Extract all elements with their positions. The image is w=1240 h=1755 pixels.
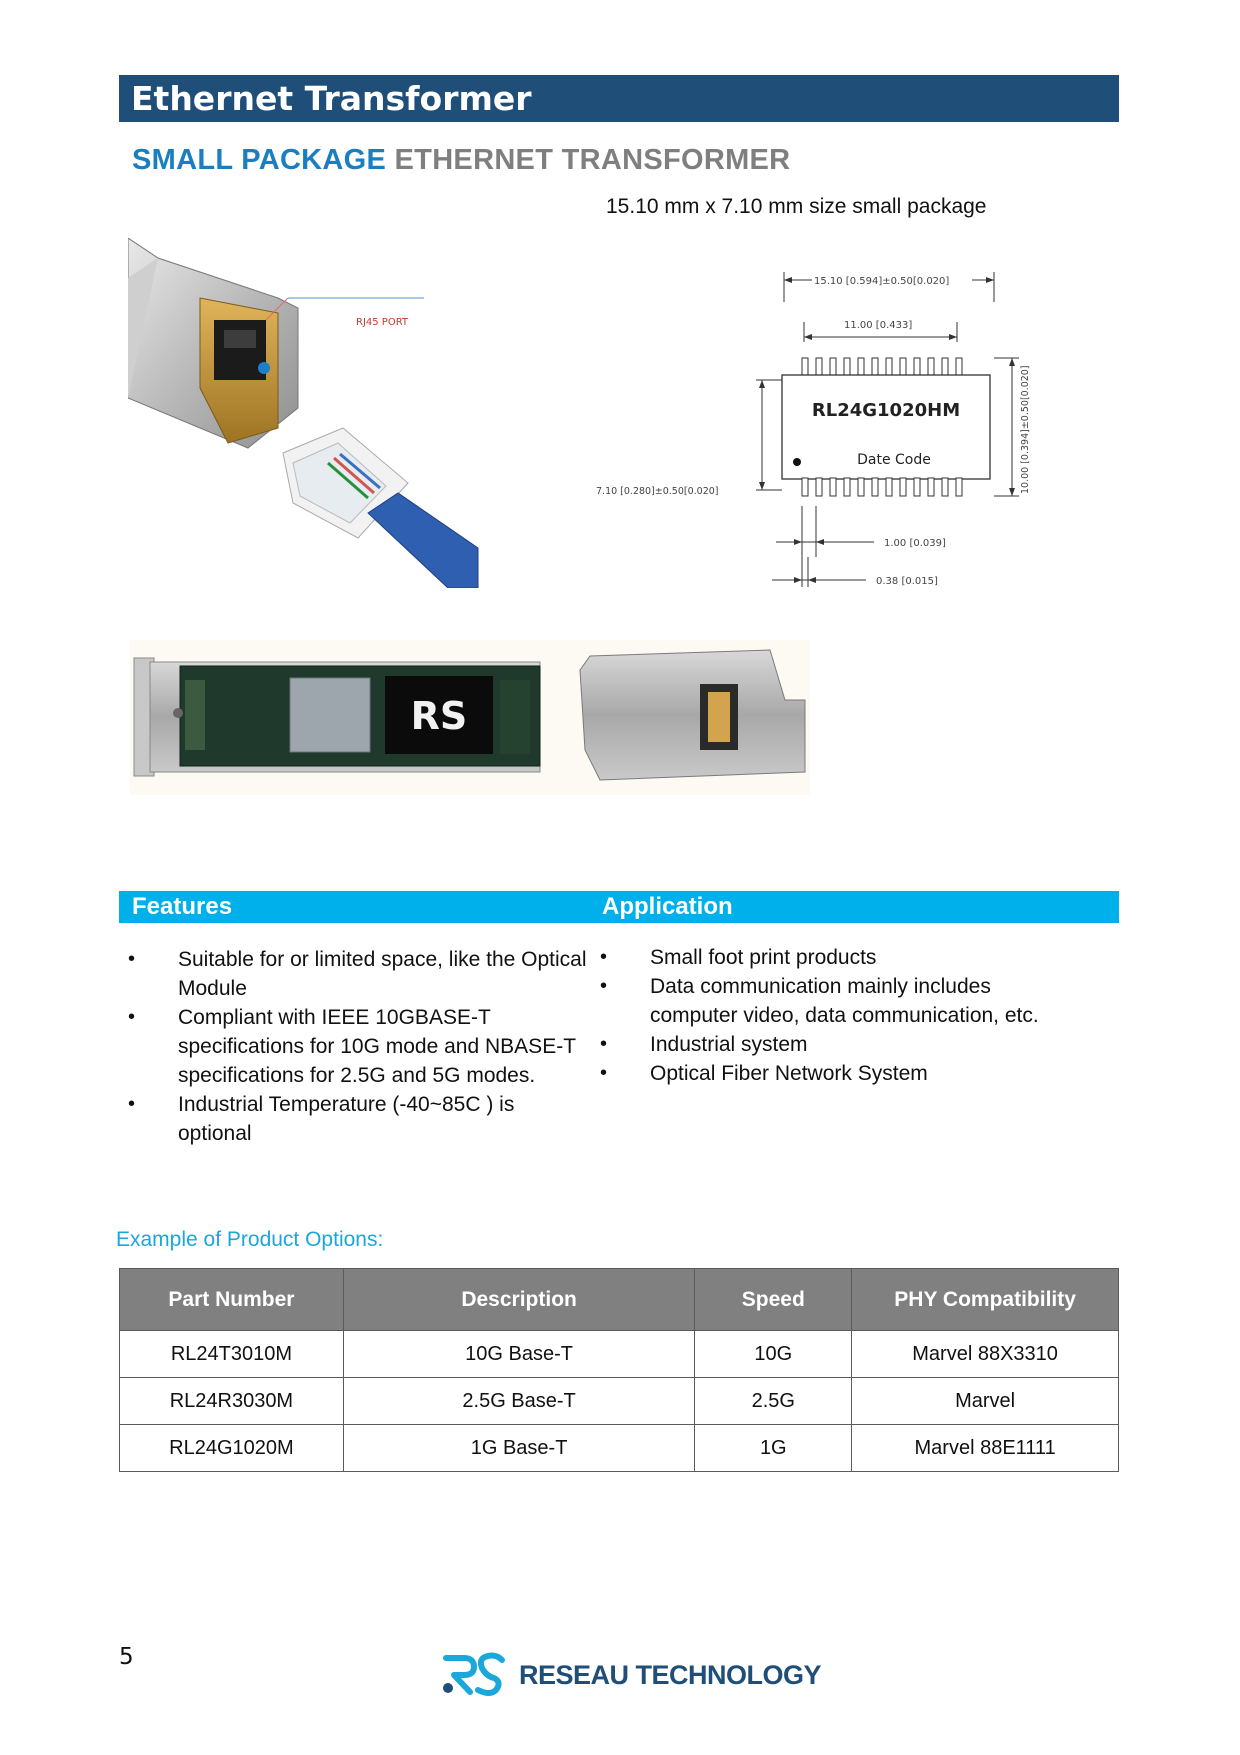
section-subtitle bbox=[132, 144, 790, 177]
application-item: • Industrial system bbox=[600, 1030, 1080, 1059]
table-cell: 1G bbox=[695, 1425, 852, 1472]
page-title: Ethernet Transformer bbox=[119, 75, 1119, 122]
dim-height: 10.00 [0.394]±0.50[0.020] bbox=[1020, 365, 1031, 494]
rj45-module-photo bbox=[128, 238, 484, 588]
size-caption: 15.10 mm x 7.10 mm size small package bbox=[606, 195, 987, 218]
table-row bbox=[120, 1378, 1119, 1425]
dim-length: 15.10 [0.594]±0.50[0.020] bbox=[814, 276, 950, 287]
table-cell: Marvel bbox=[852, 1378, 1119, 1425]
rj45-callout: RJ45 PORT bbox=[356, 317, 409, 328]
features-list bbox=[128, 945, 588, 1148]
page-number: 5 bbox=[119, 1644, 134, 1670]
features-heading: Features bbox=[119, 891, 589, 923]
subtitle-accent: SMALL PACKAGE bbox=[132, 144, 387, 176]
dim-width: 7.10 [0.280]±0.50[0.020] bbox=[596, 486, 719, 497]
table-cell: 2.5G Base-T bbox=[343, 1378, 695, 1425]
svg-text:RS: RS bbox=[410, 694, 468, 738]
subtitle-rest: ETHERNET TRANSFORMER bbox=[394, 144, 791, 176]
table-header-row bbox=[120, 1269, 1119, 1331]
feature-item: • Suitable for or limited space, like the Optical Module bbox=[128, 945, 588, 1003]
column-header: Description bbox=[343, 1269, 695, 1331]
dim-pitch-span: 11.00 [0.433] bbox=[844, 320, 913, 331]
dim-pin-pitch: 1.00 [0.039] bbox=[884, 538, 946, 549]
application-item: • Small foot print products bbox=[600, 943, 1080, 972]
application-item: • Optical Fiber Network System bbox=[600, 1059, 1080, 1088]
product-options-table bbox=[119, 1268, 1119, 1472]
feature-item: • Compliant with IEEE 10GBASE-T specifications for 10G mode and NBASE-T specifications for 2.5G and 5G modes. bbox=[128, 1003, 588, 1090]
column-header: Speed bbox=[695, 1269, 852, 1331]
table-cell: 1G Base-T bbox=[343, 1425, 695, 1472]
column-header: Part Number bbox=[120, 1269, 344, 1331]
drawing-date-code: Date Code bbox=[857, 452, 931, 468]
module-pcb-photo bbox=[130, 640, 810, 795]
company-logo-icon bbox=[440, 1648, 506, 1696]
package-dimension-drawing bbox=[594, 262, 1054, 602]
company-name: RESEAU TECHNOLOGY bbox=[519, 1660, 822, 1690]
table-cell: RL24G1020M bbox=[120, 1425, 344, 1472]
table-cell: 10G bbox=[695, 1331, 852, 1378]
table-cell: 2.5G bbox=[695, 1378, 852, 1425]
product-options-heading: Example of Product Options: bbox=[116, 1228, 384, 1251]
feature-item: • Industrial Temperature (-40~85C ) is optional bbox=[128, 1090, 588, 1148]
drawing-part-label: RL24G1020HM bbox=[811, 400, 961, 421]
column-header: PHY Compatibility bbox=[852, 1269, 1119, 1331]
table-row bbox=[120, 1425, 1119, 1472]
table-cell: 10G Base-T bbox=[343, 1331, 695, 1378]
application-item: • Data communication mainly includes computer video, data communication, etc. bbox=[600, 972, 1080, 1030]
dim-pin-width: 0.38 [0.015] bbox=[876, 576, 938, 587]
table-cell: Marvel 88X3310 bbox=[852, 1331, 1119, 1378]
table-cell: Marvel 88E1111 bbox=[852, 1425, 1119, 1472]
application-heading: Application bbox=[589, 891, 1119, 923]
table-cell: RL24T3010M bbox=[120, 1331, 344, 1378]
table-cell: RL24R3030M bbox=[120, 1378, 344, 1425]
application-list bbox=[600, 943, 1080, 1088]
table-row bbox=[120, 1331, 1119, 1378]
